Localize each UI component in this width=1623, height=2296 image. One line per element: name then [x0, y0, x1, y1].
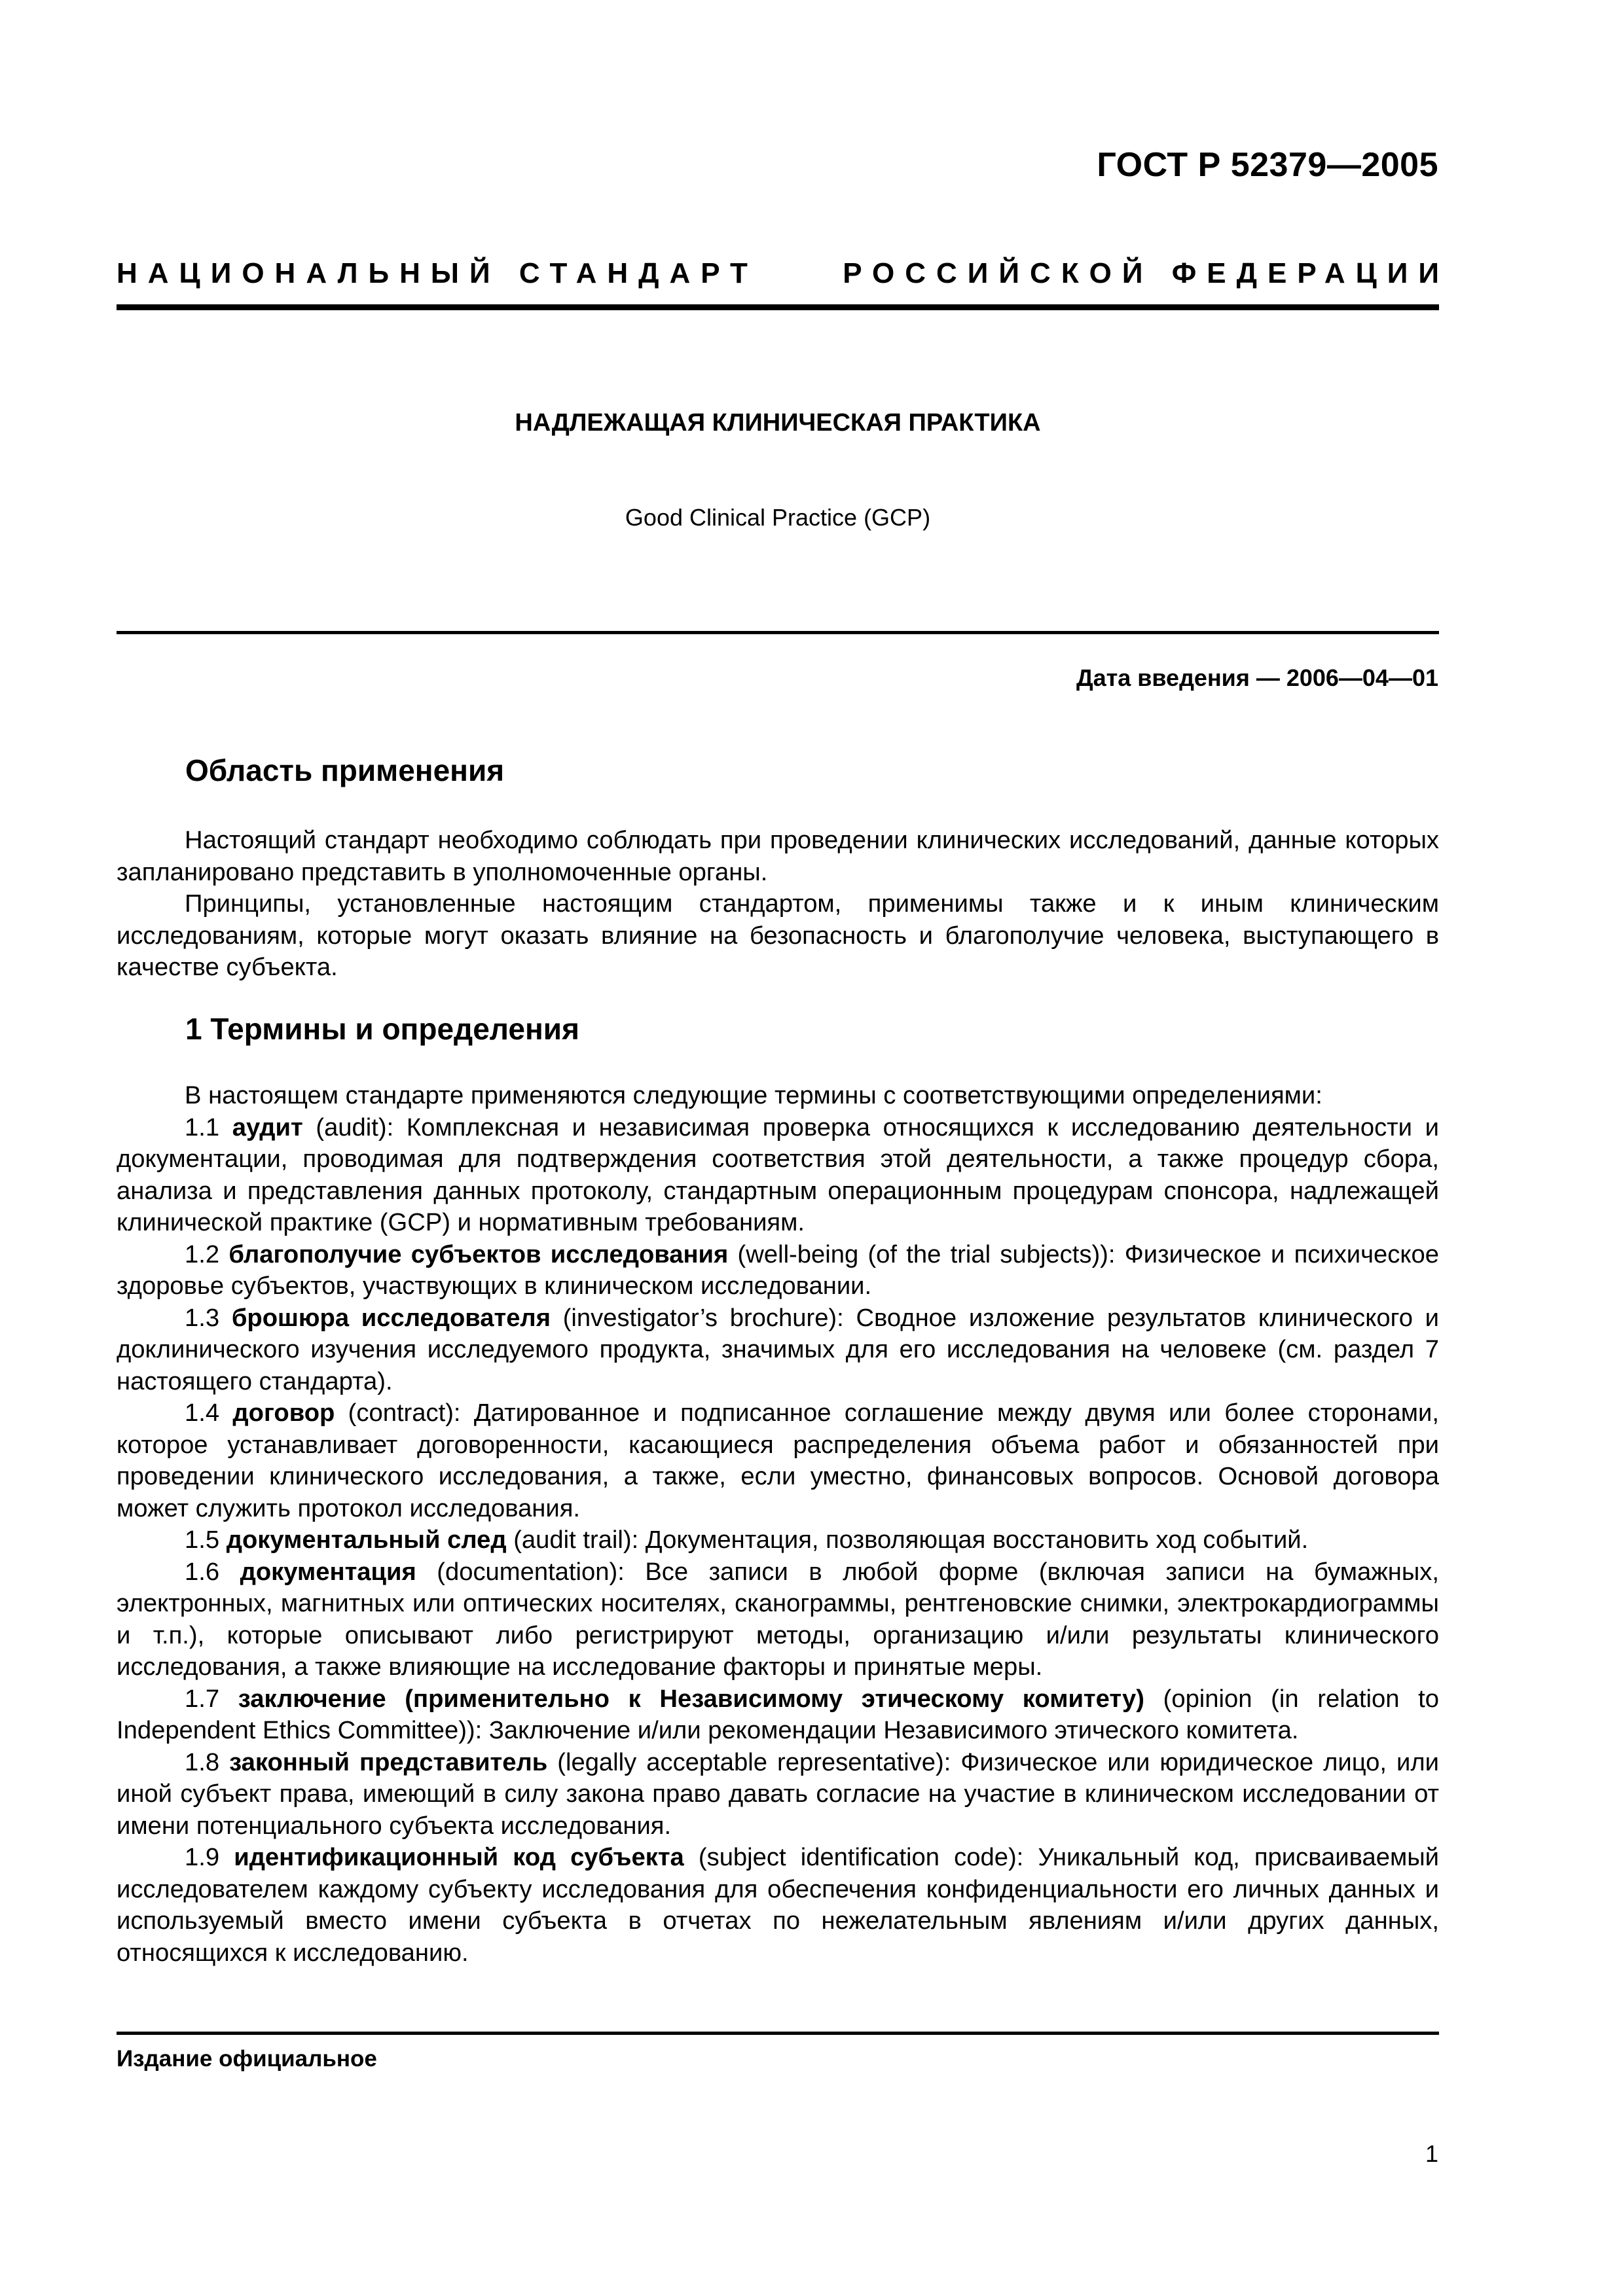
term-text: (legally acceptable representative): Физическое или юридическое лицо, или иной субъект права, имеющий в силу закона право давать согласие на участие в клиническом исследовании от имени потенциального субъекта исследования. — [117, 1748, 1439, 1840]
title-rule — [117, 631, 1439, 634]
term-number: 1.2 — [185, 1240, 220, 1268]
document-subtitle: Good Clinical Practice (GCP) — [625, 504, 931, 531]
term-name: благополучие субъектов исследования — [228, 1240, 729, 1268]
term-number: 1.4 — [185, 1399, 220, 1427]
term-text: (audit): Комплексная и независимая проверка относящихся к исследованию деятельности и документации, проводимая для подтверждения соответствия этой деятельности, а также процедур сбора, анализа и представления данных протоколу, стандартным операционным процедурам спонсора, надлежащей клинической практике (GCP) и нормативным требованиям. — [117, 1113, 1439, 1236]
national-standard-right: РОССИЙСКОЙ ФЕДЕРАЦИИ — [843, 257, 1450, 289]
introduction-date: Дата введения — 2006—04—01 — [1076, 664, 1438, 691]
scope-paragraph: Принципы, установленные настоящим стандартом, применимы также и к иным клиническим исследованиям, которые могут оказать влияние на безопасность и благополучие человека, выступающего в качестве субъекта. — [117, 889, 1439, 981]
terms-body — [117, 1080, 1439, 1969]
term-name: аудит — [232, 1113, 303, 1141]
term-text: (subject identification code): Уникальный код, присваиваемый исследователем каждому субъекту исследования для обеспечения конфиденциальности его личных данных и используемый вместо имени субъекта в отчетах по нежелательным явлениям и/или других данных, относящихся к исследованию. — [117, 1843, 1439, 1967]
term-number: 1.5 — [185, 1526, 220, 1554]
term-number: 1.8 — [185, 1748, 220, 1776]
term-definition — [117, 1112, 1439, 1239]
term-number: 1.3 — [185, 1303, 220, 1332]
document-title: НАДЛЕЖАЩАЯ КЛИНИЧЕСКАЯ ПРАКТИКА — [515, 409, 1041, 437]
term-text: (audit trail): Документация, позволяющая восстановить ход событий. — [506, 1526, 1309, 1554]
header-rule — [117, 304, 1439, 310]
term-definition — [117, 1239, 1439, 1302]
term-definition — [117, 1842, 1439, 1969]
term-number: 1.6 — [185, 1557, 220, 1586]
term-definition — [117, 1556, 1439, 1683]
term-text: (opinion (in relation to Independent Ethics Committee)): Заключение и/или рекомендации Независимого этического комитета. — [117, 1684, 1439, 1744]
scope-body — [117, 825, 1439, 984]
terms-intro: В настоящем стандарте применяются следующие термины с соответствующими определениями: — [185, 1081, 1322, 1109]
term-definition — [117, 1302, 1439, 1398]
national-standard-left: НАЦИОНАЛЬНЫЙ СТАНДАРТ — [117, 257, 758, 289]
term-name: документация — [240, 1557, 416, 1586]
term-number: 1.7 — [185, 1684, 220, 1713]
term-definition — [117, 1524, 1439, 1556]
footer-rule — [117, 2032, 1439, 2035]
term-definition — [117, 1683, 1439, 1747]
edition-label: Издание официальное — [117, 2046, 377, 2072]
term-text: (contract): Датированное и подписанное соглашение между двумя или более сторонами, которое устанавливает договоренности, касающиеся распределения объема работ и обязанностей при проведении клинического исследования, а также, если уместно, финансовых вопросов. Основой договора может служить протокол исследования. — [117, 1399, 1439, 1522]
scope-heading: Область применения — [185, 753, 505, 787]
national-standard-banner — [117, 257, 1450, 290]
term-definition — [117, 1747, 1439, 1842]
term-text: (documentation): Все записи в любой форме (включая записи на бумажных, электронных, магнитных или оптических носителях, сканограммы, рентгеновские снимки, электрокардиограммы и т.п.), которые описывают либо регистрируют методы, организацию и/или результаты клинического исследования, а также влияющие на исследование факторы и принятые меры. — [117, 1557, 1439, 1681]
term-name: идентификационный код субъекта — [234, 1843, 684, 1871]
term-text: (investigator’s brochure): Сводное изложение результатов клинического и доклинического изучения исследуемого продукта, значимых для его исследования на человеке (см. раздел 7 настоящего стандарта). — [117, 1303, 1440, 1395]
term-number: 1.1 — [185, 1113, 220, 1141]
term-name: законный представитель — [229, 1748, 548, 1776]
term-name: документальный след — [226, 1526, 507, 1554]
scope-paragraph: Настоящий стандарт необходимо соблюдать при проведении клинических исследований, данные которых запланировано представить в уполномоченные органы. — [117, 826, 1439, 886]
term-number: 1.9 — [185, 1843, 220, 1871]
gost-number: ГОСТ Р 52379—2005 — [1097, 146, 1438, 184]
page-number: 1 — [1425, 2140, 1438, 2167]
term-text: (well-being (of the trial subjects)): Физическое и психическое здоровье субъектов, участвующих в клиническом исследовании. — [117, 1240, 1439, 1300]
term-definition — [117, 1397, 1439, 1524]
term-name: брошюра исследователя — [231, 1303, 551, 1332]
terms-heading: 1 Термины и определения — [185, 1012, 579, 1046]
term-name: договор — [232, 1399, 335, 1427]
term-name: заключение (применительно к Независимому этическому комитету) — [238, 1684, 1144, 1713]
